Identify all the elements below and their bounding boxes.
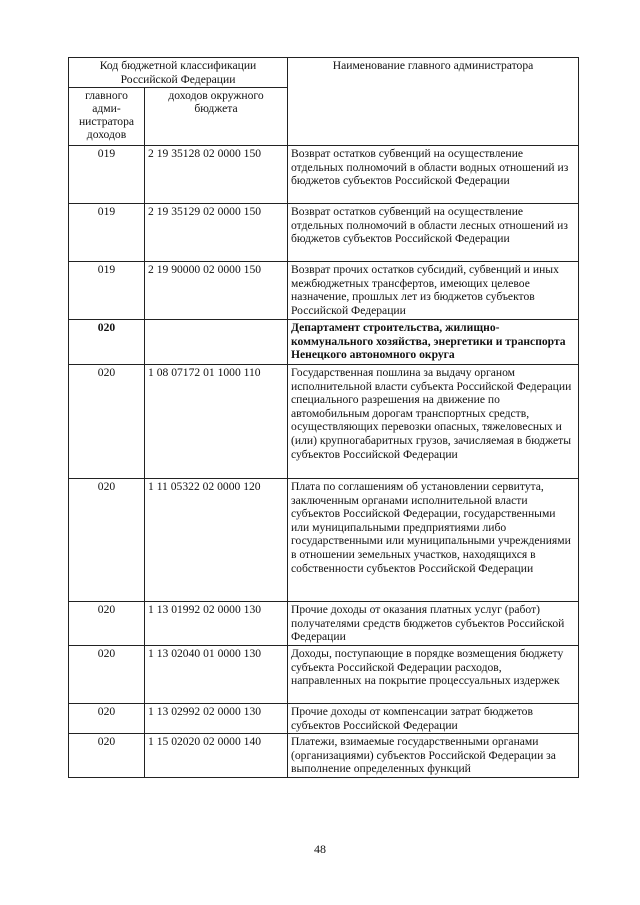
revenue-classification-table [68,57,579,778]
admin-code-cell: 019 [69,204,145,262]
table-row [69,734,579,778]
administrator-name-cell: Прочие доходы от компенсации затрат бюджетов субъектов Российской Федерации [288,704,579,734]
revenue-code-cell: 2 19 35129 02 0000 150 [145,204,288,262]
table-row [69,479,579,602]
administrator-name-cell: Возврат прочих остатков субсидий, субвенций и иных межбюджетных трансфертов, имеющих целевое назначение, прошлых лет из бюджетов субъектов Российской Федерации [288,262,579,320]
revenue-code-cell: 1 13 02040 01 0000 130 [145,646,288,704]
table-row [69,146,579,204]
revenue-code-cell [145,320,288,365]
table-row [69,602,579,646]
administrator-name-cell: Возврат остатков субвенций на осуществление отдельных полномочий в области лесных отношений из бюджетов субъектов Российской Федерации [288,204,579,262]
admin-code-cell: 020 [69,602,145,646]
administrator-name-cell: Прочие доходы от оказания платных услуг (работ) получателями средств бюджетов субъектов Российской Федерации [288,602,579,646]
admin-code-cell: 020 [69,646,145,704]
header-budget-classification: Код бюджетной классификации Российской Федерации [69,58,288,88]
revenue-code-cell: 1 08 07172 01 1000 110 [145,365,288,479]
admin-code-cell: 020 [69,479,145,602]
revenue-code-cell: 1 15 02020 02 0000 140 [145,734,288,778]
administrator-name-cell: Государственная пошлина за выдачу органом исполнительной власти субъекта Российской Федерации специального разрешения на движение по автомобильным дорогам транспортных средств, осуществляющих перевозки опасных, тяжеловесных и (или) крупногабаритных грузов, зачисляемая в бюджеты субъектов Российской Федерации [288,365,579,479]
revenue-code-cell: 1 11 05322 02 0000 120 [145,479,288,602]
table-row [69,204,579,262]
table-row [69,365,579,479]
revenue-code-cell: 2 19 35128 02 0000 150 [145,146,288,204]
header-administrator-name: Наименование главного администратора [288,58,579,146]
department-name-cell: Департамент строительства, жилищно-коммунального хозяйства, энергетики и транспорта Ненецкого автономного округа [288,320,579,365]
revenue-code-cell: 1 13 01992 02 0000 130 [145,602,288,646]
admin-code-cell: 020 [69,320,145,365]
table-row-department-heading [69,320,579,365]
revenue-code-cell: 1 13 02992 02 0000 130 [145,704,288,734]
admin-code-cell: 020 [69,734,145,778]
table-row [69,704,579,734]
table-row [69,262,579,320]
table-row [69,646,579,704]
admin-code-cell: 019 [69,146,145,204]
header-revenue-code: доходов окружного бюджета [145,88,288,146]
administrator-name-cell: Доходы, поступающие в порядке возмещения бюджету субъекта Российской Федерации расходов, направленных на покрытие процессуальных издержек [288,646,579,704]
admin-code-cell: 020 [69,365,145,479]
administrator-name-cell: Возврат остатков субвенций на осуществление отдельных полномочий в области водных отношений из бюджетов субъектов Российской Федерации [288,146,579,204]
administrator-name-cell: Платежи, взимаемые государственными органами (организациями) субъектов Российской Федерации за выполнение определенных функций [288,734,579,778]
page-number: 48 [314,842,326,856]
administrator-name-cell: Плата по соглашениям об установлении сервитута, заключенным органами исполнительной власти субъектов Российской Федерации, государственными или муниципальными предприятиями либо государственными или муниципальными учреждениями в отношении земельных участков, находящихся в собственности субъектов Российской Федерации [288,479,579,602]
admin-code-cell: 019 [69,262,145,320]
revenue-code-cell: 2 19 90000 02 0000 150 [145,262,288,320]
admin-code-cell: 020 [69,704,145,734]
header-main-administrator: главного адми-нистратора доходов [69,88,145,146]
